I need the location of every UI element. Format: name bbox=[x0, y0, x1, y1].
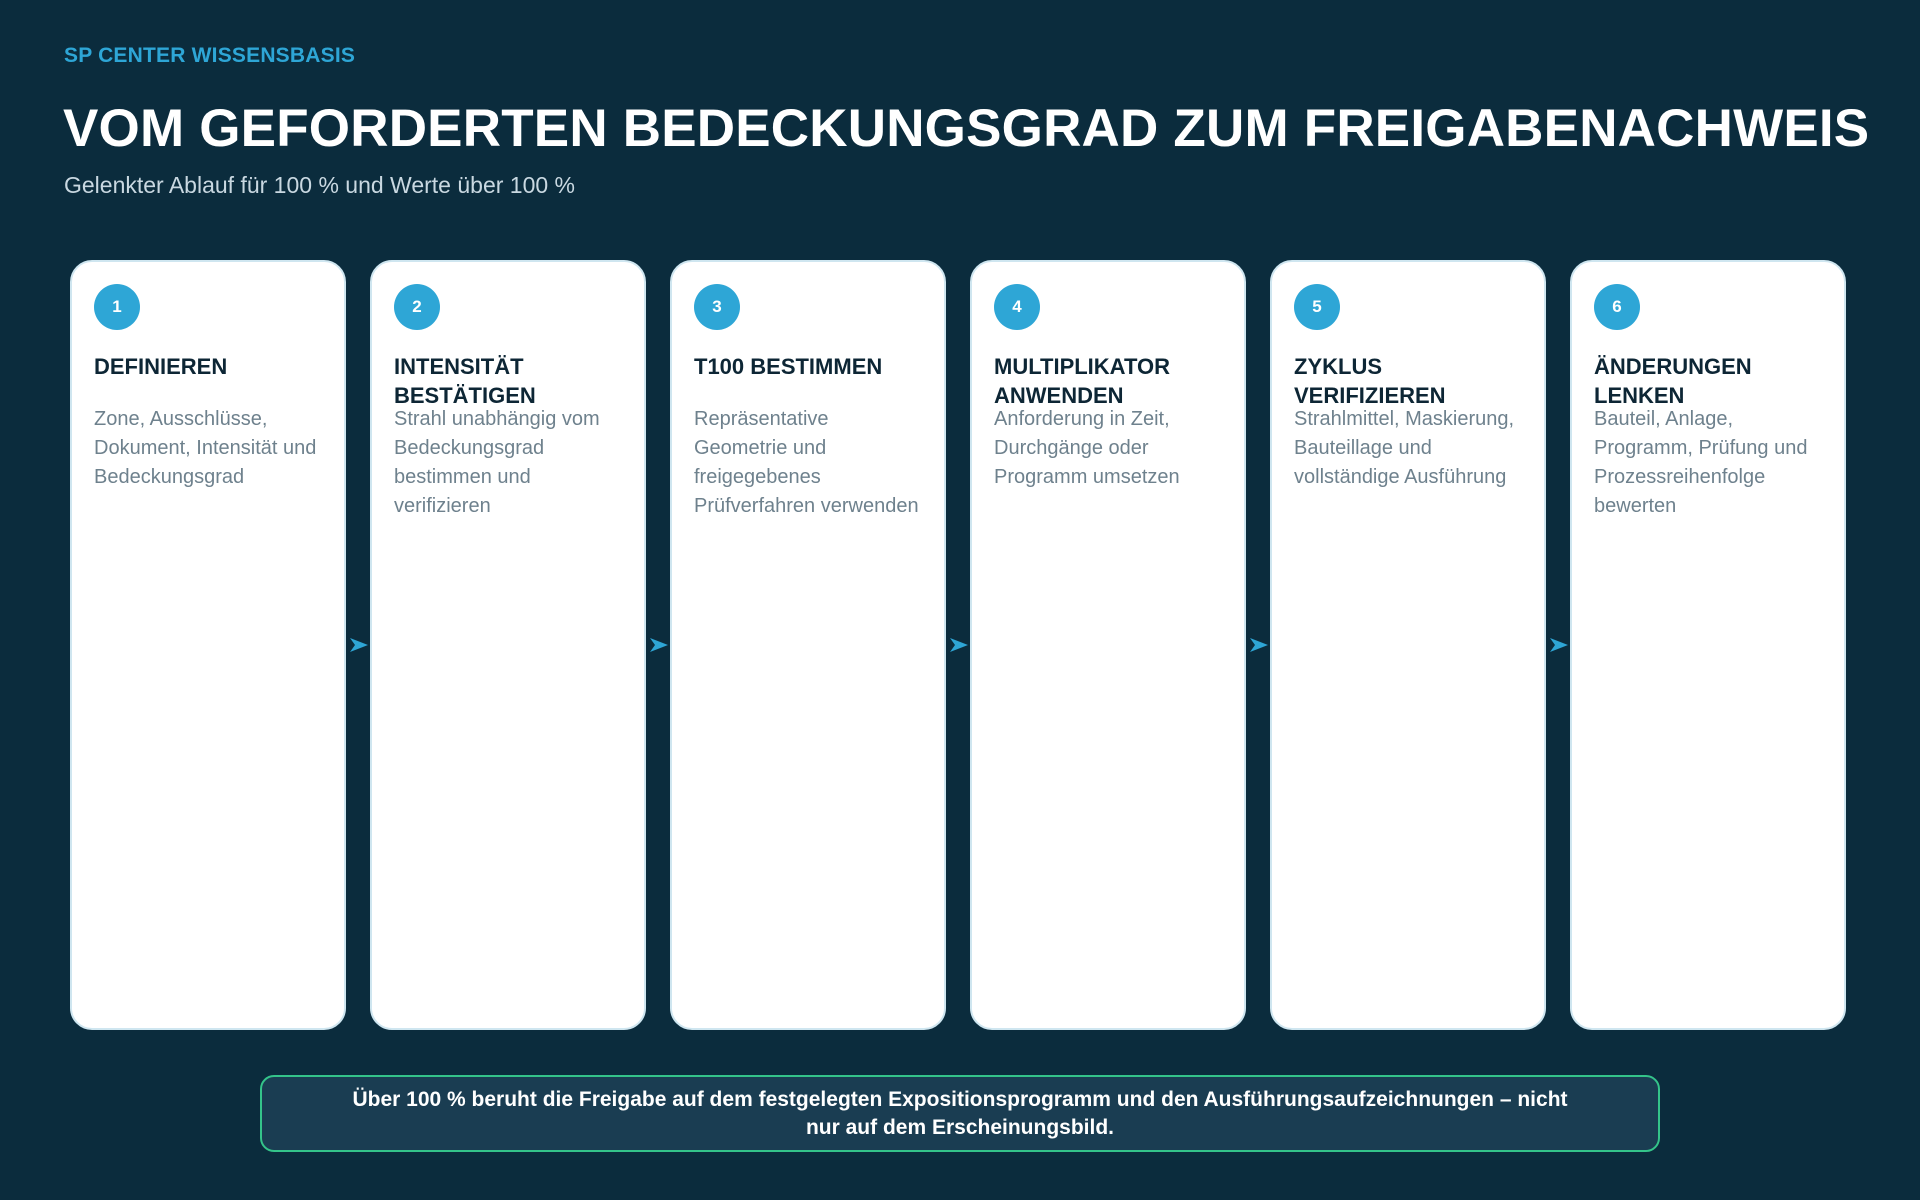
step-number-badge: 3 bbox=[694, 284, 740, 330]
step-description: Bauteil, Anlage, Programm, Prüfung und Prozessreihenfolge bewerten bbox=[1594, 408, 1808, 517]
page-subtitle: Gelenkter Ablauf für 100 % und Werte über 100 % bbox=[64, 172, 575, 198]
page-title: VOM GEFORDERTEN BEDECKUNGSGRAD ZUM FREIGABENACHWEIS bbox=[63, 99, 1870, 158]
step-title: DEFINIEREN bbox=[94, 354, 228, 379]
arrow-right-icon bbox=[348, 635, 370, 655]
step-number-badge: 6 bbox=[1594, 284, 1640, 330]
step-card-6 bbox=[1570, 260, 1846, 1030]
step-description: Zone, Ausschlüsse, Dokument, Intensität und Bedeckungsgrad bbox=[94, 408, 317, 488]
arrow-right-icon bbox=[1248, 635, 1270, 655]
release-note-banner: Über 100 % beruht die Freigabe auf dem festgelegten Expositionsprogramm und den Ausführungsaufzeichnungen – nicht nur auf dem Erscheinungsbild. bbox=[260, 1075, 1660, 1152]
step-description: Strahlmittel, Maskierung, Bauteillage und vollständige Ausführung bbox=[1294, 408, 1515, 488]
step-description: Anforderung in Zeit, Durchgänge oder Programm umsetzen bbox=[994, 408, 1180, 488]
step-card-1 bbox=[70, 260, 346, 1030]
step-card-3 bbox=[670, 260, 946, 1030]
step-number-badge: 1 bbox=[94, 284, 140, 330]
arrow-right-icon bbox=[948, 635, 970, 655]
step-title: INTENSITÄT BESTÄTIGEN bbox=[394, 354, 536, 408]
step-title: ÄNDERUNGEN LENKEN bbox=[1594, 354, 1752, 408]
step-card-4 bbox=[970, 260, 1246, 1030]
step-number-badge: 4 bbox=[994, 284, 1040, 330]
arrow-right-icon bbox=[1548, 635, 1570, 655]
process-steps bbox=[70, 260, 1848, 1030]
step-card-5 bbox=[1270, 260, 1546, 1030]
step-number-badge: 5 bbox=[1294, 284, 1340, 330]
step-description: Repräsentative Geometrie und freigegebenes Prüfverfahren verwenden bbox=[694, 408, 919, 517]
step-description: Strahl unabhängig vom Bedeckungsgrad bestimmen und verifizieren bbox=[394, 408, 600, 517]
step-card-2 bbox=[370, 260, 646, 1030]
step-number-badge: 2 bbox=[394, 284, 440, 330]
eyebrow-label: SP CENTER WISSENSBASIS bbox=[64, 44, 356, 67]
arrow-right-icon bbox=[648, 635, 670, 655]
step-title: MULTIPLIKATOR ANWENDEN bbox=[994, 354, 1170, 408]
step-title: ZYKLUS VERIFIZIEREN bbox=[1294, 354, 1446, 408]
step-title: T100 BESTIMMEN bbox=[694, 354, 883, 379]
